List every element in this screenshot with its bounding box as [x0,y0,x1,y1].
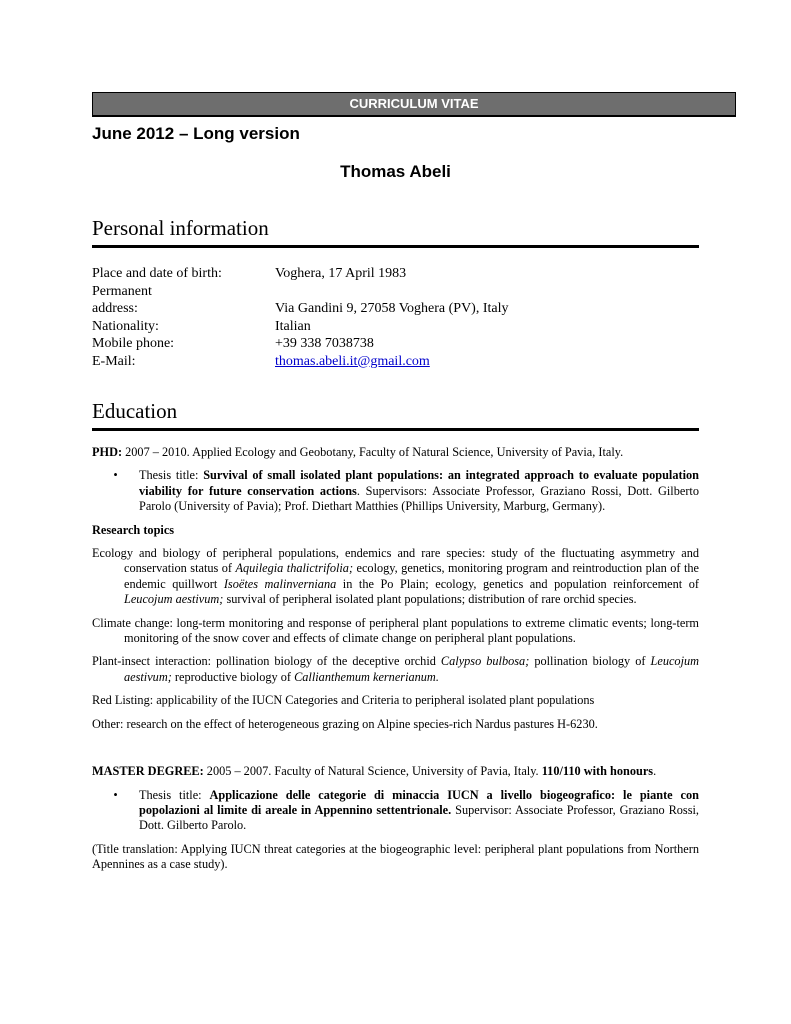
thesis-title: Survival of small isolated plant populations: an integrated approach to evaluate population viability for future conservation actions [139,468,700,498]
info-label: address: [92,301,138,316]
personal-info [92,265,509,370]
species-name: Aquilegia thalictrifolia; [235,561,354,576]
thesis-title: Applicazione delle categorie di minaccia IUCN a livello biogeografico: le piante con popolazioni al limite di areale in Appennino settentrionale. [139,787,699,817]
research-topic [92,717,699,732]
topic-text: Plant-insect interaction: pollination biology of the deceptive orchid [92,654,441,669]
phd-entry [92,445,699,460]
phd-label: PHD: [92,445,123,459]
research-topics [92,546,699,732]
education-section [92,445,699,881]
info-row [92,353,509,371]
email-link[interactable]: thomas.abeli.it@gmail.com [275,353,430,369]
research-topic [92,654,699,685]
master-label: MASTER DEGREE: [92,764,204,779]
info-row [92,283,509,301]
thesis-supervisors: Supervisor: Associate Professor, Graziano Rossi, Dott. Gilberto Parolo. [139,802,699,833]
species-name: Isoëtes malinverniana [223,576,337,591]
topic-text: survival of peripheral isolated plant populations; distribution of rare orchid species. [223,592,637,607]
topic-text: reproductive biology of [171,669,295,684]
topic-text: Ecology and biology of peripheral populations, endemics and rare species: study of the fluctuating asymmetry and conservation status of [92,546,699,576]
topic-text: in the Po Plain; ecology, genetics and population reinforcement of [336,576,699,591]
info-value: Voghera, 17 April 1983 [275,266,407,281]
title-translation: (Title translation: Applying IUCN threat categories at the biogeographic level: peripheral plant populations from Northern Apennines as a case study). [92,841,699,872]
species-name: Callianthemum kernerianum. [294,669,439,684]
personal-heading: Personal information [92,216,699,248]
info-value: +39 338 7038738 [275,336,374,351]
research-topic [92,693,699,708]
info-label: Nationality: [92,318,159,334]
master-end: . [653,764,657,779]
info-label: Place and date of birth: [92,266,222,281]
info-value: Via Gandini 9, 27058 Voghera (PV), Italy [275,301,509,316]
research-heading: Research topics [92,522,175,537]
info-row [92,265,509,283]
topic-text: ecology, genetics, monitoring program and reintroduction plan of the endemic quillwort [124,561,699,591]
cv-banner: CURRICULUM VITAE [92,92,736,117]
master-grade: 110/110 with honours [541,764,654,779]
info-row [92,335,509,353]
master-text: 2005 – 2007. Faculty of Natural Science, University of Pavia, Italy. [203,764,542,779]
bullet-icon: • [113,787,118,802]
info-label: Permanent [92,283,152,299]
research-topic [92,616,699,647]
master-entry [92,764,699,779]
info-value: Italian [275,318,311,334]
thesis-prefix: Thesis title: [139,468,204,483]
bullet-icon: • [113,468,118,483]
info-row [92,300,509,318]
species-name: Leucojum aestivum; [124,592,224,607]
research-topic [92,546,699,608]
species-name: Leucojum aestivum; [124,654,700,684]
education-heading: Education [92,399,699,431]
topic-text: pollination biology of [529,654,651,669]
topic-text: Other: research on the effect of heterogeneous grazing on Alpine species-rich Nardus pastures H-6230. [92,716,598,731]
info-row [92,318,509,336]
species-name: Calypso bulbosa; [440,654,530,669]
thesis-prefix: Thesis title: [139,787,210,802]
version-subtitle: June 2012 – Long version [92,124,300,143]
thesis-supervisors: . Supervisors: Associate Professor, Graziano Rossi, Dott. Gilberto Parolo (University of Pavia); Prof. Diethart Matthies (Phillips University, Marburg, Germany). [139,483,699,514]
master-thesis-item [92,788,699,834]
info-label: Mobile phone: [92,336,175,351]
topic-text: Red Listing: applicability of the IUCN Categories and Criteria to peripheral isolated plant populations [92,693,595,708]
topic-text: Climate change: long-term monitoring and response of peripheral plant populations to extreme climatic events; long-term monitoring of the snow cover and effects of climate change on peripheral plant populations. [92,615,699,646]
phd-thesis-item [92,468,699,514]
info-label: E-Mail: [92,353,136,369]
person-name: Thomas Abeli [340,162,451,181]
phd-text: 2007 – 2010. Applied Ecology and Geobotany, Faculty of Natural Science, University of Pavia, Italy. [122,445,624,459]
